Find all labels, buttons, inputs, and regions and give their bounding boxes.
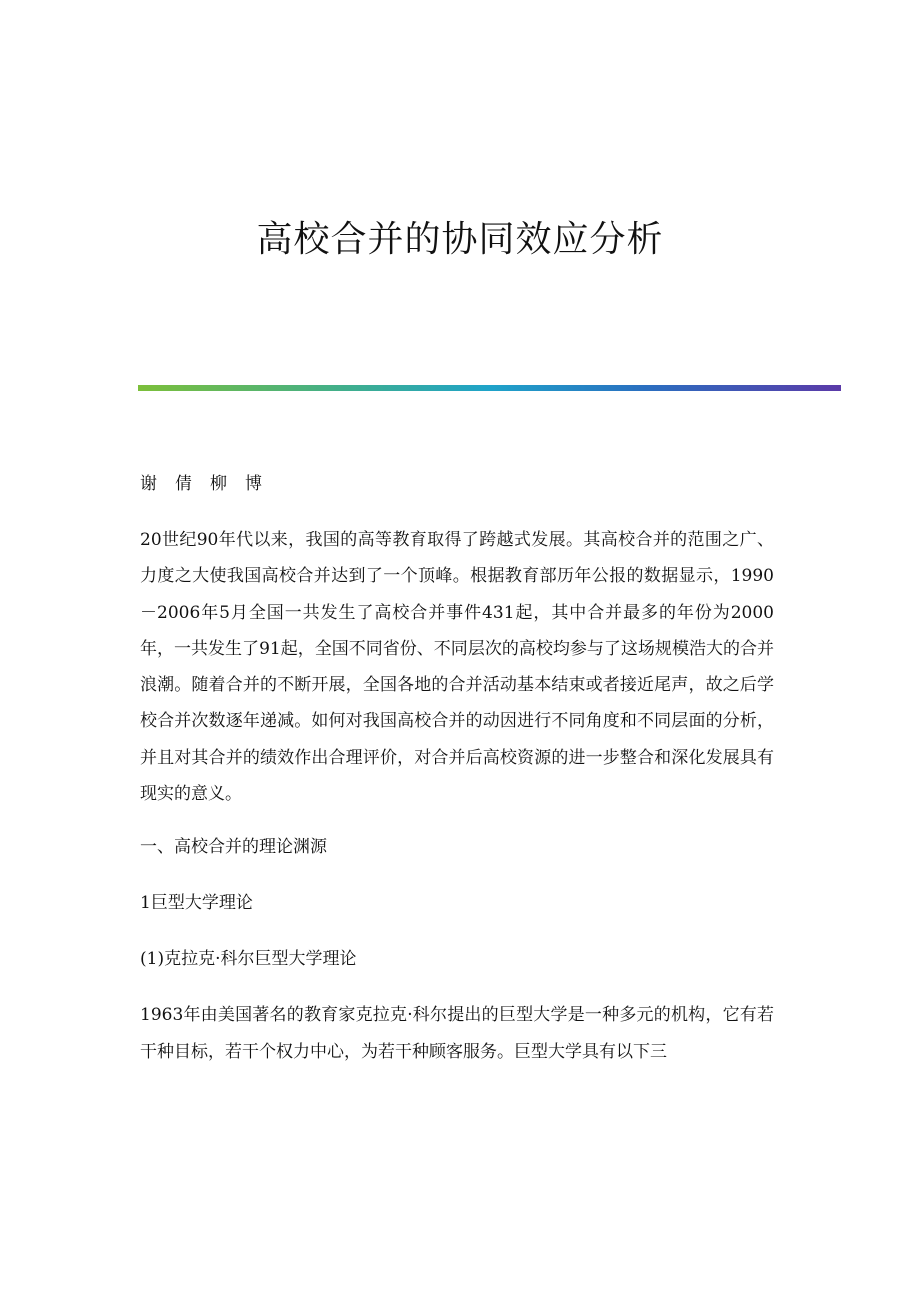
sub-subsection-heading: (1)克拉克·科尔巨型大学理论	[140, 949, 357, 970]
section-heading: 一、高校合并的理论渊源	[140, 837, 327, 858]
document-title: 高校合并的协同效应分析	[256, 219, 664, 260]
subsection-heading: 1巨型大学理论	[140, 893, 253, 914]
document-body	[140, 466, 774, 1087]
intro-paragraph: 20世纪90年代以来，我国的高等教育取得了跨越式发展。其高校合并的范围之广、力度之大使我国高校合并达到了一个顶峰。根据教育部历年公报的数据显示，1990－2006年5月全国一共发生了高校合并事件431起，其中合并最多的年份为2000年，一共发生了91起，全国不同省份、不同层次的高校均参与了这场规模浩大的合并浪潮。随着合并的不断开展，全国各地的合并活动基本结束或者接近尾声，故之后学校合并次数逐年递减。如何对我国高校合并的动因进行不同角度和不同层面的分析，并且对其合并的绩效作出合理评价，对合并后高校资源的进一步整合和深化发展具有现实的意义。	[140, 530, 774, 805]
author-line: 谢倩柳博	[140, 474, 280, 494]
body-paragraph: 1963年由美国著名的教育家克拉克·科尔提出的巨型大学是一种多元的机构，它有若干种目标，若干个权力中心，为若干种顾客服务。巨型大学具有以下三	[140, 1005, 774, 1062]
title-divider	[138, 385, 841, 391]
